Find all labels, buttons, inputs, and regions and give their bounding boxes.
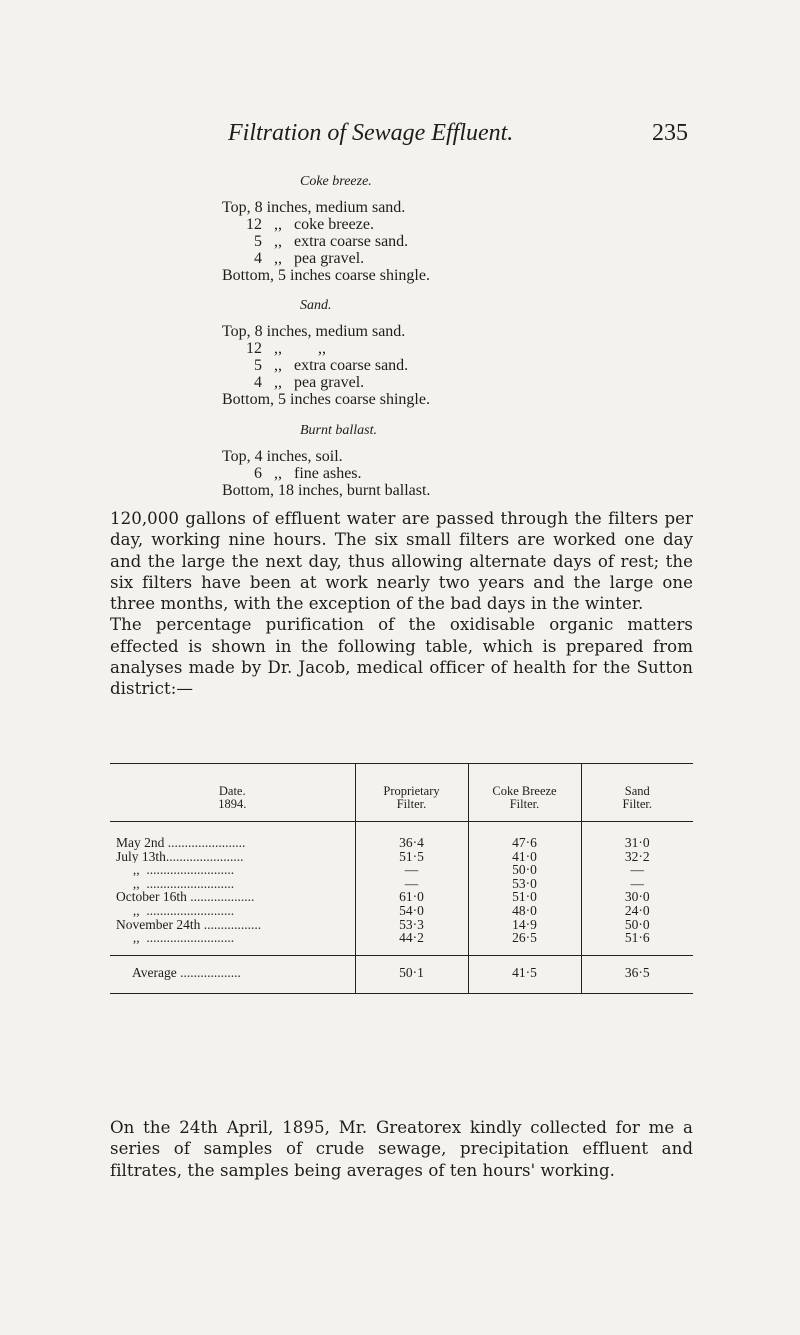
coke-cell: 26·5: [468, 931, 581, 955]
header-date: Date. 1894.: [110, 764, 355, 822]
filter-layer: 4 ,, pea gravel.: [222, 374, 365, 391]
coke-breeze-filter-spec: [222, 173, 602, 284]
table-row: [110, 918, 693, 932]
table-row: [110, 904, 693, 918]
table-row: [110, 863, 693, 877]
sand-filter-spec: [222, 297, 602, 408]
proprietary-cell: 61·0: [355, 890, 468, 904]
purification-table: [110, 763, 693, 994]
filter-layer: Top, 8 inches, medium sand.: [222, 199, 406, 216]
filter-layer: 12 ,, ,,: [222, 340, 326, 357]
date-cell: ,, ..........................: [116, 876, 235, 891]
filter-layer: Bottom, 5 inches coarse shingle.: [222, 267, 430, 284]
proprietary-cell: —: [355, 877, 468, 891]
table-row: [110, 850, 693, 864]
filter-layer: 4 ,, pea gravel.: [222, 250, 365, 267]
filter-layer: Bottom, 5 inches coarse shingle.: [222, 391, 430, 408]
coke-cell: 47·6: [468, 822, 581, 850]
date-cell: ,, ..........................: [116, 863, 235, 877]
table-row: [110, 890, 693, 904]
average-sand: 36·5: [581, 955, 693, 994]
average-proprietary: 50·1: [355, 955, 468, 994]
burnt-ballast-filter-spec: [222, 422, 602, 499]
date-cell: ,, ..........................: [116, 931, 235, 946]
coke-cell: 14·9: [468, 918, 581, 932]
filter-layer: Bottom, 18 inches, burnt ballast.: [222, 482, 431, 499]
header-proprietary: Proprietary Filter.: [355, 764, 468, 822]
coke-cell: 48·0: [468, 904, 581, 918]
sand-cell: 24·0: [581, 904, 693, 918]
body-text-1: [110, 508, 693, 700]
filter-layer: Top, 8 inches, medium sand.: [222, 323, 406, 340]
sand-cell: 30·0: [581, 890, 693, 904]
filter-layer: Top, 4 inches, soil.: [222, 448, 343, 465]
table-row: [110, 931, 693, 955]
header-sand: Sand Filter.: [581, 764, 693, 822]
average-coke: 41·5: [468, 955, 581, 994]
filter-layer: 12 ,, coke breeze.: [222, 216, 374, 233]
paragraph: On the 24th April, 1895, Mr. Greatorex kindly collected for me a series of samples of crude sewage, precipitation effluent and filtrates, the samples being averages of ten hours' working.: [110, 1118, 693, 1180]
filter-layer: 5 ,, extra coarse sand.: [222, 357, 409, 374]
body-text-2: [110, 1117, 693, 1181]
coke-cell: 51·0: [468, 890, 581, 904]
filter-caption: Sand.: [300, 298, 332, 313]
date-cell: May 2nd .......................: [116, 835, 246, 850]
filter-caption: Burnt ballast.: [300, 423, 378, 438]
filter-caption: Coke breeze.: [300, 174, 372, 189]
filter-layer: 6 ,, fine ashes.: [222, 465, 362, 482]
sand-cell: 50·0: [581, 918, 693, 932]
table-row: [110, 877, 693, 891]
paragraph: 120,000 gallons of effluent water are passed through the filters per day, working nine hours. The six small filters are worked one day and the large the next day, thus allowing alternate days of rest; the six filters have been at work nearly two years and the large one three months, with the exception of the bad days in the winter.: [110, 509, 693, 614]
table-row: [110, 822, 693, 850]
sand-cell: 51·6: [581, 931, 693, 955]
header-coke-breeze: Coke Breeze Filter.: [468, 764, 581, 822]
proprietary-cell: 53·3: [355, 918, 468, 932]
proprietary-cell: —: [355, 863, 468, 877]
proprietary-cell: 36·4: [355, 822, 468, 850]
date-cell: July 13th.......................: [116, 849, 244, 864]
coke-cell: 53·0: [468, 877, 581, 891]
average-label: Average ..................: [110, 955, 355, 994]
running-head: [228, 120, 688, 150]
average-row: [110, 955, 693, 994]
proprietary-cell: 54·0: [355, 904, 468, 918]
proprietary-cell: 51·5: [355, 850, 468, 864]
date-cell: October 16th ...................: [116, 890, 255, 904]
page-number: 235: [652, 120, 688, 146]
sand-cell: 31·0: [581, 822, 693, 850]
sand-cell: —: [581, 877, 693, 891]
table-header-row: [110, 764, 693, 822]
date-cell: November 24th .................: [116, 917, 262, 932]
sand-cell: —: [581, 863, 693, 877]
date-cell: ,, ..........................: [116, 903, 235, 918]
running-title: Filtration of Sewage Effluent.: [228, 120, 514, 146]
proprietary-cell: 44·2: [355, 931, 468, 955]
sand-cell: 32·2: [581, 850, 693, 864]
filter-layer: 5 ,, extra coarse sand.: [222, 233, 409, 250]
paragraph: The percentage purification of the oxidisable organic matters effected is shown in the following table, which is prepared from analyses made by Dr. Jacob, medical officer of health for the Sutton district:—: [110, 615, 693, 699]
coke-cell: 50·0: [468, 863, 581, 877]
coke-cell: 41·0: [468, 850, 581, 864]
